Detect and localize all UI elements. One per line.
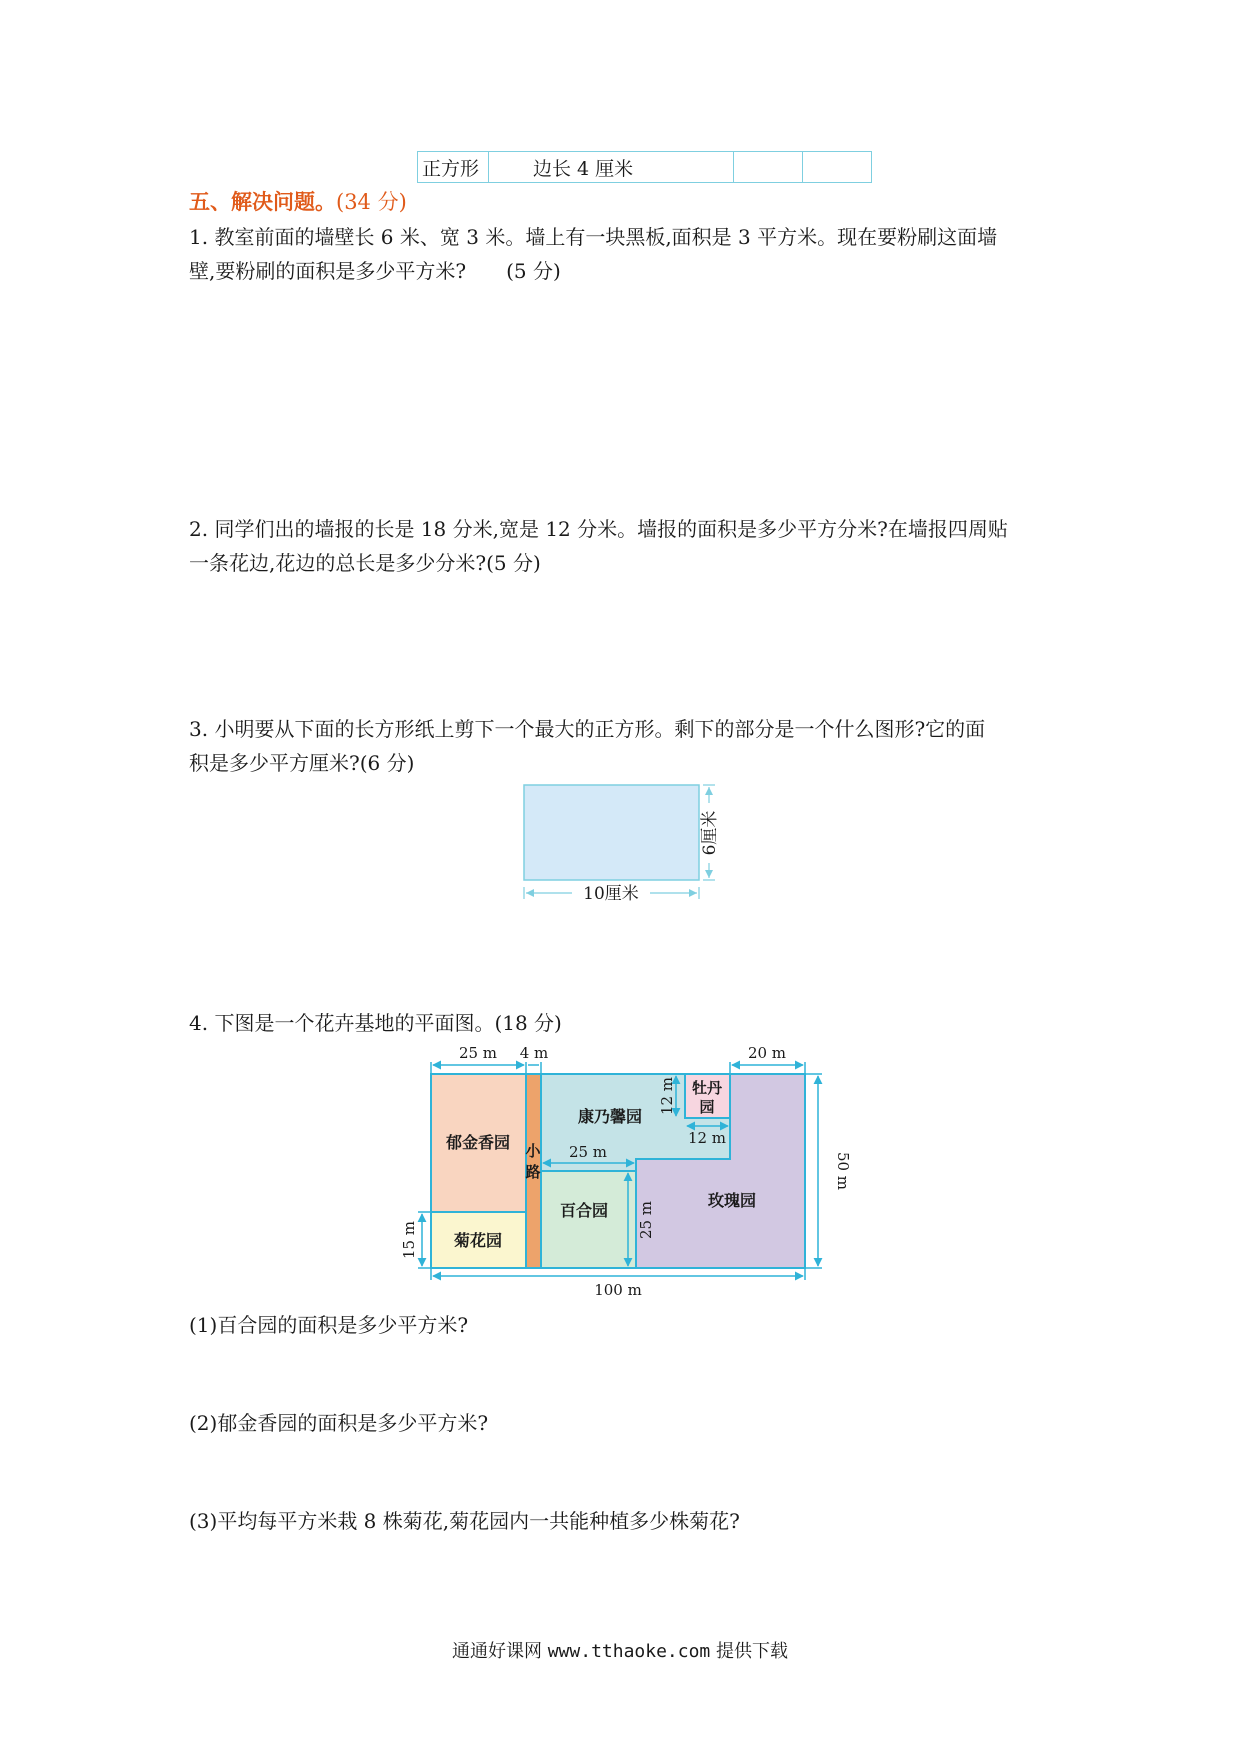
label-carnation: 康乃馨园 xyxy=(577,1107,643,1126)
dim-chrysanthemum-height: 15 m xyxy=(400,1220,418,1260)
label-tulip: 郁金香园 xyxy=(445,1133,511,1152)
label-peony-1: 牡丹 xyxy=(691,1079,723,1097)
dim-peony-height: 12 m xyxy=(658,1076,676,1116)
question-3-line-1: 3. 小明要从下面的长方形纸上剪下一个最大的正方形。剩下的部分是一个什么图形?它的面 xyxy=(189,717,986,741)
footer-site-name: 通通好课网 xyxy=(451,1641,542,1662)
question-3-line-2: 积是多少平方厘米?(6 分) xyxy=(189,751,415,775)
label-peony-2: 园 xyxy=(699,1098,715,1116)
question-1-line-2: 壁,要粉刷的面积是多少平方米? (5 分) xyxy=(189,259,561,283)
question-4-sub-3-text: (3)平均每平方米栽 8 株菊花,菊花园内一共能种植多少株菊花? xyxy=(189,1509,740,1533)
question-4-sub-2 xyxy=(189,1406,1069,1440)
section-heading xyxy=(189,186,407,216)
height-label: 6厘米 xyxy=(700,810,720,856)
dim-top-path: 4 m xyxy=(519,1044,549,1062)
label-lily: 百合园 xyxy=(559,1201,609,1220)
question-4-sub-1-text: (1)百合园的面积是多少平方米? xyxy=(189,1313,469,1337)
question-2-line-2: 一条花边,花边的总长是多少分米?(5 分) xyxy=(189,551,541,575)
footer-suffix: 提供下载 xyxy=(716,1641,789,1662)
table-row xyxy=(418,152,872,183)
flower-base-plan xyxy=(400,1040,850,1300)
question-2-line-1: 2. 同学们出的墙报的长是 18 分米,宽是 12 分米。墙报的面积是多少平方分米?在墙报四周贴 xyxy=(189,517,1008,541)
dim-top-left: 25 m xyxy=(458,1044,498,1062)
shape-table xyxy=(417,151,872,183)
dim-peony-width: 12 m xyxy=(687,1129,727,1147)
question-4-sub-3 xyxy=(189,1504,1069,1538)
table-cell-shape: 正方形 xyxy=(418,152,489,183)
dim-top-right: 20 m xyxy=(747,1044,787,1062)
table-cell-blank-2 xyxy=(803,152,872,183)
dim-bottom: 100 m xyxy=(594,1281,642,1299)
page-footer xyxy=(0,1637,1240,1663)
label-chrysanthemum: 菊花园 xyxy=(453,1231,503,1250)
label-path-1: 小 xyxy=(525,1142,541,1160)
question-1 xyxy=(189,220,1069,288)
table-cell-description: 边长 4 厘米 xyxy=(489,152,734,183)
section-title: 五、解决问题。 xyxy=(189,190,336,214)
question-4-sub-2-text: (2)郁金香园的面积是多少平方米? xyxy=(189,1411,489,1435)
question-4-line-1: 4. 下图是一个花卉基地的平面图。(18 分) xyxy=(189,1011,562,1035)
paper-rectangle xyxy=(524,785,699,880)
width-label: 10厘米 xyxy=(583,884,639,904)
question-4-sub-1 xyxy=(189,1308,1069,1342)
dim-lily-width: 25 m xyxy=(568,1143,608,1161)
section-points: (34 分) xyxy=(336,190,407,214)
label-path-2: 路 xyxy=(525,1163,541,1181)
rectangle-figure xyxy=(510,775,730,905)
dim-right-height: 50 m xyxy=(834,1151,852,1191)
label-rose: 玫瑰园 xyxy=(707,1191,757,1210)
question-4 xyxy=(189,1006,1069,1040)
dim-lily-height: 25 m xyxy=(637,1200,655,1240)
footer-url[interactable]: www.tthaoke.com xyxy=(547,1641,711,1662)
question-1-line-1: 1. 教室前面的墙壁长 6 米、宽 3 米。墙上有一块黑板,面积是 3 平方米。现在要粉刷这面墙 xyxy=(189,225,998,249)
table-cell-blank-1 xyxy=(734,152,803,183)
question-3 xyxy=(189,712,1069,780)
question-2 xyxy=(189,512,1069,580)
